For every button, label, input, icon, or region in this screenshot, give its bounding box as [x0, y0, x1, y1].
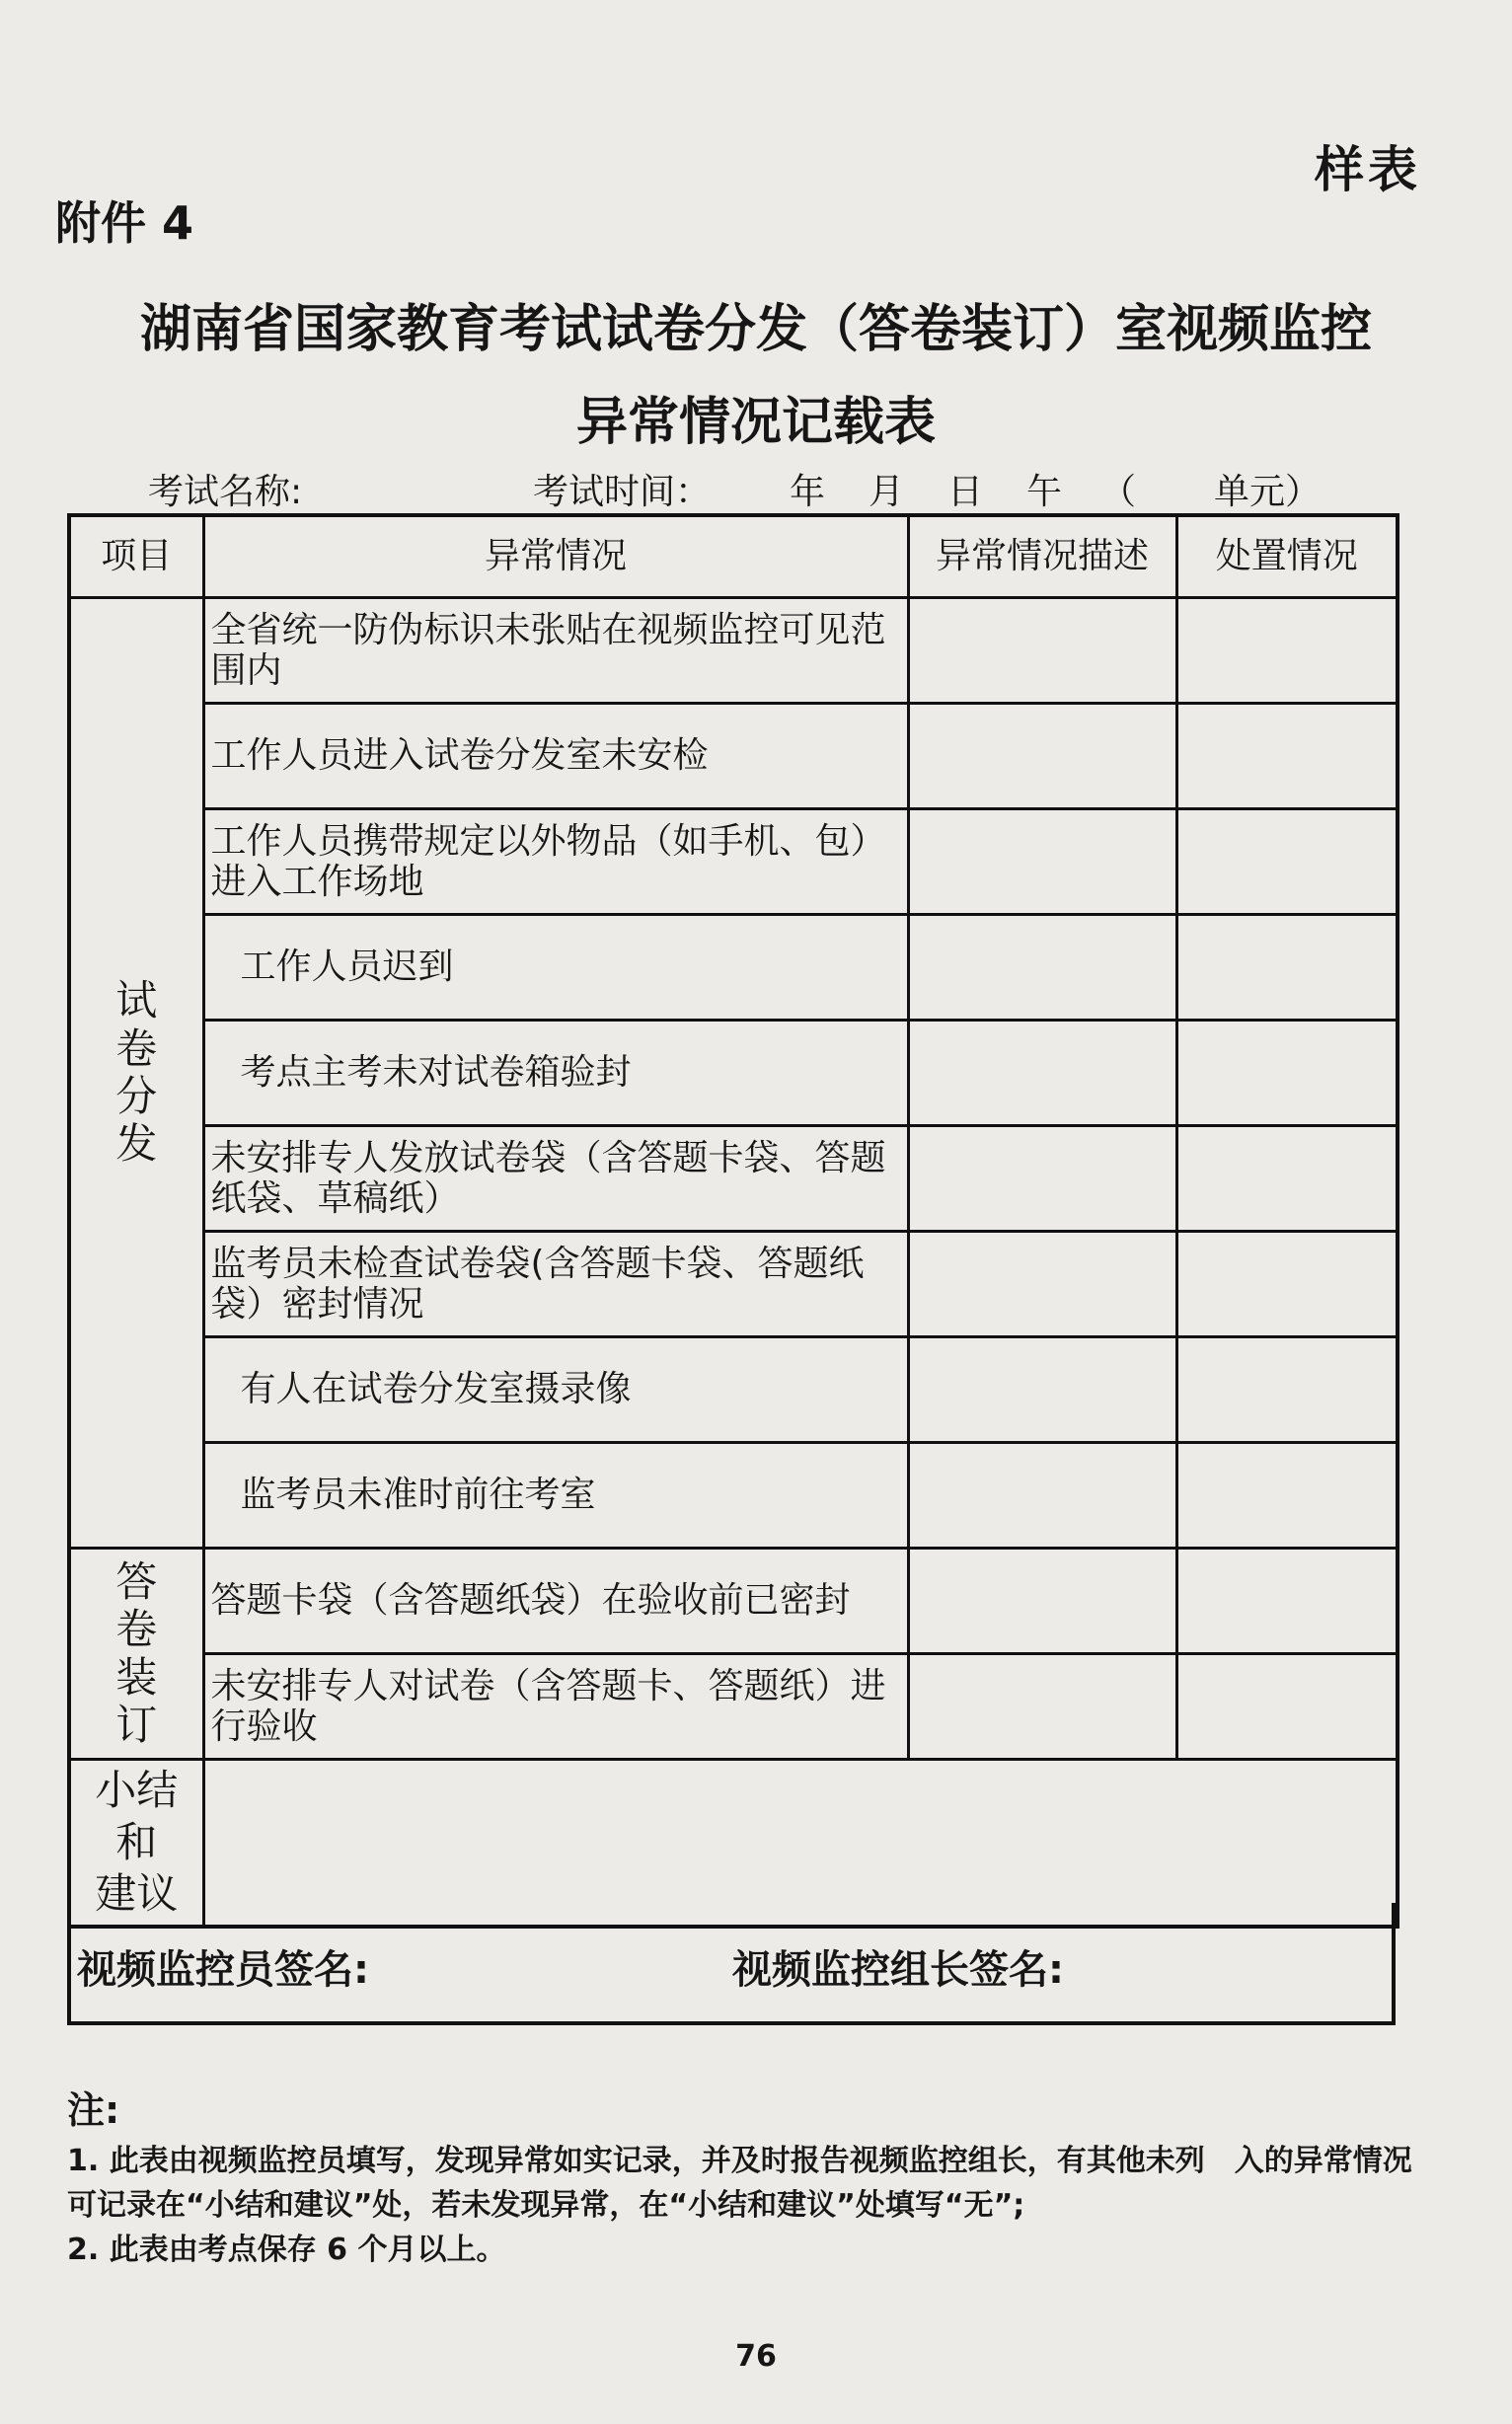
handling-cell[interactable] [1176, 1021, 1398, 1126]
unit-label: 单元） [1214, 472, 1322, 512]
header-description: 异常情况描述 [908, 515, 1176, 598]
exam-time-label: 考试时间： [533, 472, 712, 512]
abnormal-item: 未安排专人发放试卷袋（含答题卡袋、答题纸袋、草稿纸） [203, 1126, 908, 1232]
table-row [69, 1337, 1398, 1443]
handling-cell[interactable] [1176, 1654, 1398, 1760]
handling-cell[interactable] [1176, 1232, 1398, 1337]
table-row [69, 1232, 1398, 1337]
summary-row [69, 1760, 1398, 1927]
period-label: 午 [1026, 472, 1063, 512]
handling-cell[interactable] [1176, 598, 1398, 704]
handling-cell[interactable] [1176, 915, 1398, 1021]
summary-label: 小结 和 建议 [69, 1760, 203, 1927]
description-cell[interactable] [908, 704, 1176, 809]
description-cell[interactable] [908, 809, 1176, 915]
table-row [69, 1021, 1398, 1126]
abnormal-item: 工作人员携带规定以外物品（如手机、包）进入工作场地 [203, 809, 908, 915]
abnormal-item: 未安排专人对试卷（含答题卡、答题纸）进行验收 [203, 1654, 908, 1760]
handling-cell[interactable] [1176, 1443, 1398, 1549]
table-row [69, 809, 1398, 915]
leader-signature-label: 视频监控组长签名: [732, 1947, 1064, 1993]
handling-cell[interactable] [1176, 809, 1398, 915]
abnormal-item: 全省统一防伪标识未张贴在视频监控可见范围内 [203, 598, 908, 704]
group-paper-distribution: 试 卷 分 发 [69, 598, 203, 1549]
abnormal-item: 答题卡袋（含答题纸袋）在验收前已密封 [203, 1549, 908, 1654]
summary-field[interactable] [203, 1760, 1398, 1927]
description-cell[interactable] [908, 1443, 1176, 1549]
abnormal-item: 监考员未检查试卷袋(含答题卡袋、答题纸袋）密封情况 [203, 1232, 908, 1337]
handling-cell[interactable] [1176, 1549, 1398, 1654]
table-row [69, 598, 1398, 704]
page-number: 76 [735, 2339, 777, 2374]
handling-cell[interactable] [1176, 1126, 1398, 1232]
description-cell[interactable] [908, 915, 1176, 1021]
abnormal-item: 监考员未准时前往考室 [203, 1443, 908, 1549]
attachment-label: 附件 4 [55, 196, 194, 250]
month-label: 月 [869, 472, 905, 512]
record-table [67, 513, 1399, 1929]
table-row [69, 915, 1398, 1021]
abnormal-item: 考点主考未对试卷箱验封 [203, 1021, 908, 1126]
description-cell[interactable] [908, 1126, 1176, 1232]
sample-mark: 样表 [1315, 141, 1421, 198]
abnormal-item: 工作人员迟到 [203, 915, 908, 1021]
header-handling: 处置情况 [1176, 515, 1398, 598]
table-row [69, 1443, 1398, 1549]
exam-info-line [148, 464, 1332, 512]
handling-cell[interactable] [1176, 704, 1398, 809]
paren-open: （ [1100, 472, 1137, 512]
description-cell[interactable] [908, 1232, 1176, 1337]
note-item: 1. 此表由视频监控员填写，发现异常如实记录，并及时报告视频监控组长，有其他未列 入的异常情况可记录在“小结和建议”处，若未发现异常，在“小结和建议”处填写“无”; [67, 2144, 1412, 2223]
signature-row [67, 1903, 1396, 2025]
table-row [69, 1549, 1398, 1654]
abnormal-item: 工作人员进入试卷分发室未安检 [203, 704, 908, 809]
title-line-1: 湖南省国家教育考试试卷分发（答卷装订）室视频监控 [139, 300, 1372, 359]
day-label: 日 [947, 472, 984, 512]
table-header-row [69, 515, 1398, 598]
notes [67, 2083, 1429, 2272]
description-cell[interactable] [908, 1021, 1176, 1126]
header-item: 项目 [69, 515, 203, 598]
description-cell[interactable] [908, 1549, 1176, 1654]
exam-name-label: 考试名称: [148, 472, 303, 512]
description-cell[interactable] [908, 1337, 1176, 1443]
title-line-2: 异常情况记载表 [575, 392, 936, 452]
group-answer-binding: 答 卷 装 订 [69, 1549, 203, 1760]
note-item: 2. 此表由考点保存 6 个月以上。 [67, 2233, 506, 2267]
abnormal-item: 有人在试卷分发室摄录像 [203, 1337, 908, 1443]
table-row [69, 1126, 1398, 1232]
document-title [0, 284, 1512, 469]
description-cell[interactable] [908, 598, 1176, 704]
handling-cell[interactable] [1176, 1337, 1398, 1443]
monitor-signature-label: 视频监控员签名: [77, 1947, 369, 1993]
year-label: 年 [790, 472, 826, 512]
table-row [69, 704, 1398, 809]
table-row [69, 1654, 1398, 1760]
description-cell[interactable] [908, 1654, 1176, 1760]
notes-title: 注: [67, 2088, 120, 2132]
header-abnormal: 异常情况 [203, 515, 908, 598]
